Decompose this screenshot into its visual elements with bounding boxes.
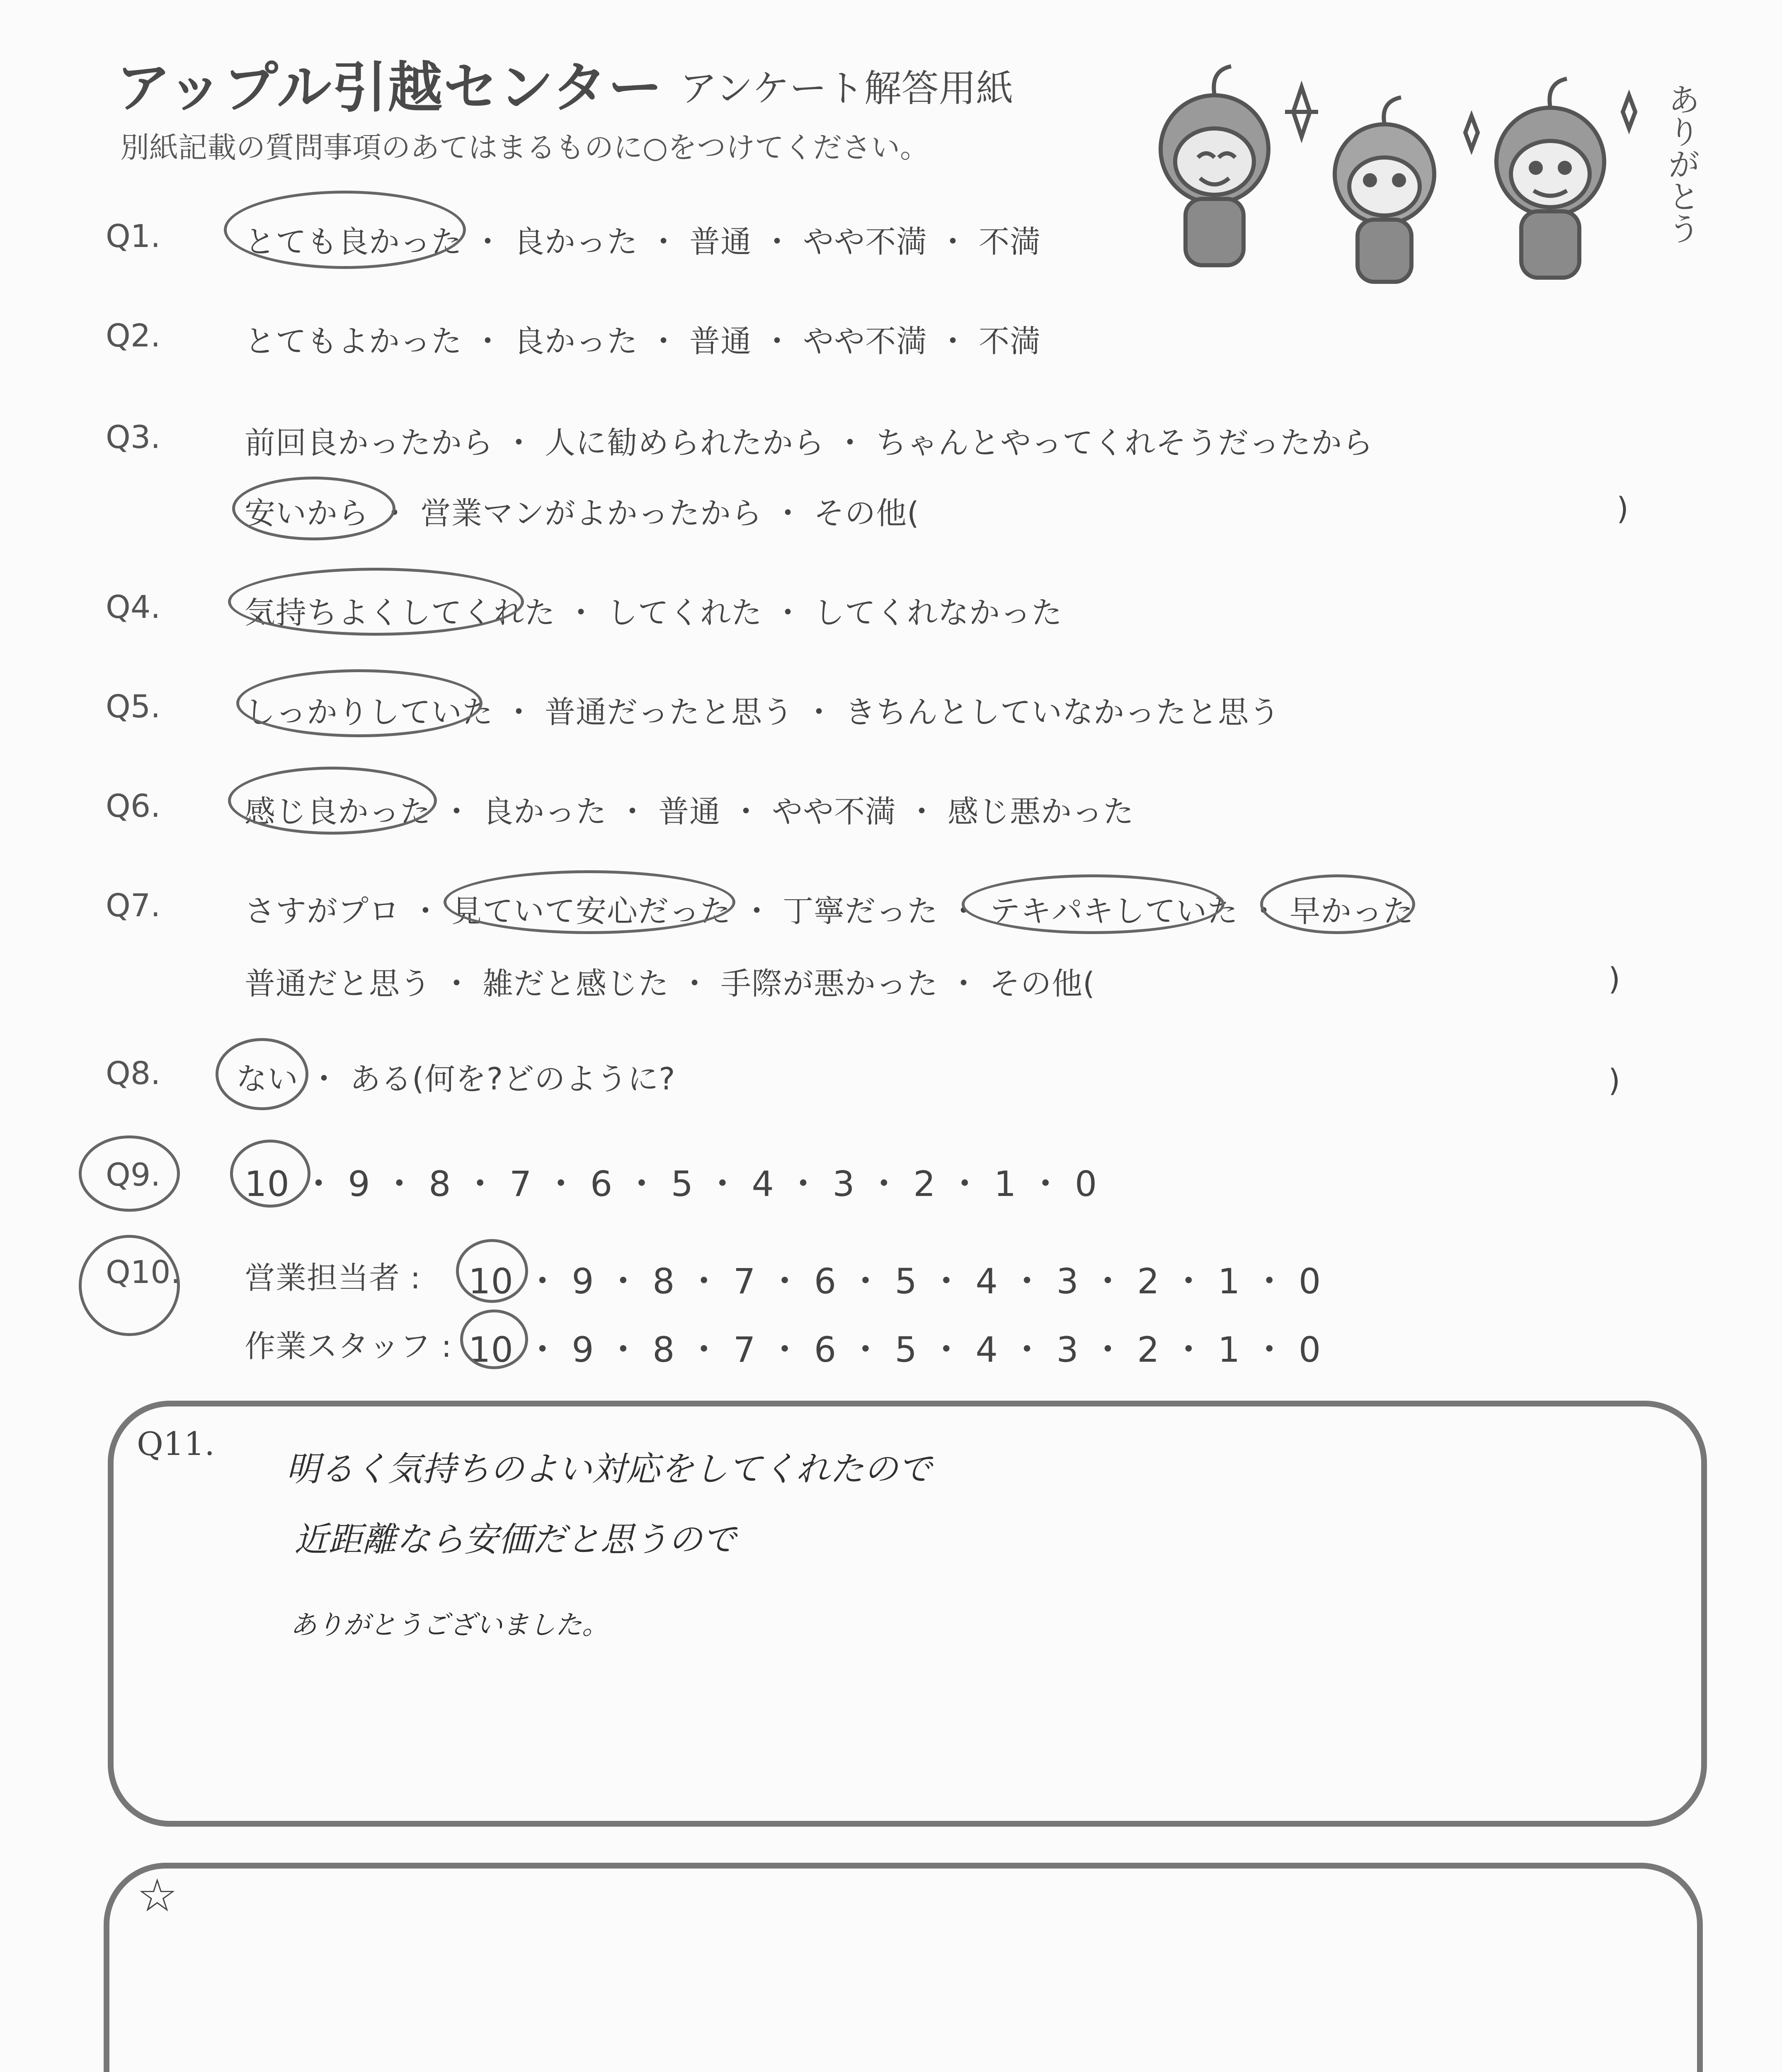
q7-selection-circle-3 — [1260, 874, 1415, 934]
q1-options: とても良かった ・ 良かった ・ 普通 ・ やや不満 ・ 不満 — [245, 224, 1041, 260]
form-subtitle: アンケート解答用紙 — [680, 67, 1013, 110]
q3-selection-circle — [232, 477, 395, 540]
q3-close-paren: ) — [1617, 491, 1629, 527]
q11-comment-line-1: 明るく気持ちのよい対応をしてくれたので — [286, 1450, 932, 1489]
star-icon: ☆ — [137, 1869, 178, 1922]
q8-close-paren: ) — [1608, 1063, 1620, 1099]
q10-sales-label: 営業担当者 : — [245, 1260, 421, 1296]
q2-options: とてもよかった ・ 良かった ・ 普通 ・ やや不満 ・ 不満 — [245, 324, 1041, 359]
q1-selection-circle — [224, 191, 466, 269]
monkey-mascots-icon — [1127, 62, 1700, 294]
q2-label: Q2. — [106, 317, 161, 354]
q8-label: Q8. — [106, 1055, 161, 1092]
q9-selection-circle — [230, 1140, 310, 1208]
q9-label-circle — [79, 1135, 180, 1212]
form-instruction: 別紙記載の質問事項のあてはまるものに○をつけてください。 — [120, 131, 929, 165]
q7-selection-circle-1 — [444, 870, 735, 934]
q3-options-line1: 前回良かったから ・ 人に勧められたから ・ ちゃんとやってくれそうだったから — [245, 425, 1374, 461]
q11-label: Q11. — [137, 1426, 215, 1463]
q10-label-circle — [79, 1235, 180, 1336]
thank-you-badge: ありがとう — [1663, 83, 1700, 244]
q4-options: 気持ちよくしてくれた ・ してくれた ・ してくれなかった — [245, 595, 1063, 631]
q8-options: ない ・ ある(何を?どのように? — [236, 1061, 676, 1097]
q8-selection-circle — [216, 1038, 308, 1110]
q5-options: しっかりしていた ・ 普通だったと思う ・ きちんとしていなかったと思う — [245, 695, 1280, 730]
q3-options-line2: 安いから ・ 営業マンがよかったから ・ その他( — [245, 496, 919, 531]
q10-label: Q10. — [106, 1254, 181, 1290]
q4-selection-circle — [228, 568, 524, 636]
q10-sales-selection-circle — [456, 1239, 528, 1303]
q6-label: Q6. — [106, 787, 161, 824]
q5-selection-circle — [236, 669, 482, 737]
q11-comment-line-3: ありがとうございました。 — [290, 1610, 609, 1641]
q6-selection-circle — [228, 767, 437, 835]
q11-comment-line-2: 近距離なら安価だと思うので — [294, 1520, 736, 1559]
q7-options-line2: 普通だと思う ・ 雑だと感じた ・ 手際が悪かった ・ その他( — [245, 966, 1096, 1002]
q6-options: 感じ良かった ・ 良かった ・ 普通 ・ やや不満 ・ 感じ悪かった — [245, 794, 1135, 830]
q7-options-line1: さすがプロ ・ 見ていて安心だった ・ 丁寧だった ・ テキパキしていた ・ 早かった — [245, 893, 1414, 929]
q10-staff-selection-circle — [460, 1310, 528, 1369]
q10-staff-options: 10 ・ 9 ・ 8 ・ 7 ・ 6 ・ 5 ・ 4 ・ 3 ・ 2 ・ 1 ・ 0 — [468, 1329, 1321, 1370]
q7-selection-circle-2 — [962, 874, 1224, 934]
star-comment-box — [104, 1863, 1703, 2072]
q1-label: Q1. — [106, 218, 161, 254]
q5-label: Q5. — [106, 688, 161, 725]
form-title: アップル引越センター — [116, 56, 664, 120]
q10-staff-label: 作業スタッフ : — [245, 1329, 452, 1364]
q7-close-paren: ) — [1608, 961, 1620, 997]
q9-label: Q9. — [106, 1156, 161, 1193]
q4-label: Q4. — [106, 588, 161, 625]
q3-label: Q3. — [106, 419, 161, 455]
q9-options: 10 ・ 9 ・ 8 ・ 7 ・ 6 ・ 5 ・ 4 ・ 3 ・ 2 ・ 1 ・ 0 — [245, 1164, 1098, 1204]
q10-sales-options: 10 ・ 9 ・ 8 ・ 7 ・ 6 ・ 5 ・ 4 ・ 3 ・ 2 ・ 1 ・ 0 — [468, 1261, 1321, 1302]
q7-label: Q7. — [106, 887, 161, 924]
